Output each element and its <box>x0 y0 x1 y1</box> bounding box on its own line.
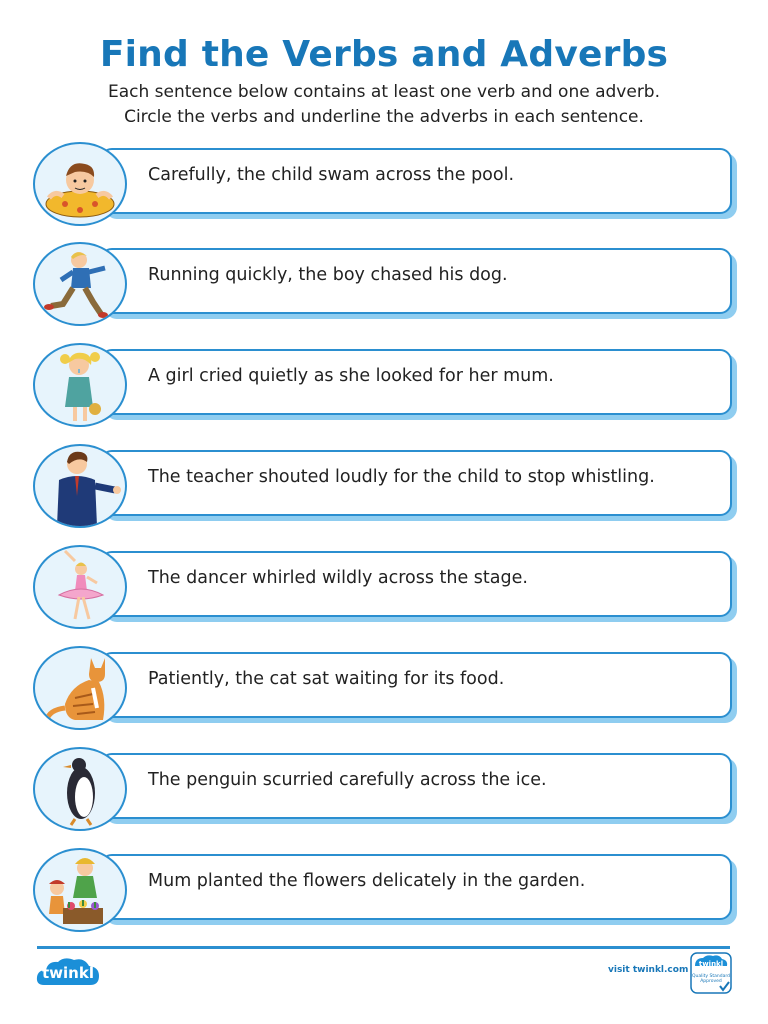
badge-name: twinkl <box>698 960 724 968</box>
sentence-row <box>0 242 768 324</box>
footer-divider <box>37 946 730 949</box>
sentence-text[interactable]: A girl cried quietly as she looked for her mum. <box>148 366 554 386</box>
sentence-text[interactable]: Running quickly, the boy chased his dog. <box>148 265 508 285</box>
running-boy-icon <box>33 242 127 326</box>
visit-link[interactable]: visit twinkl.com <box>608 965 689 975</box>
sentence-text[interactable]: Carefully, the child swam across the pool. <box>148 165 515 185</box>
sentence-text[interactable]: Patiently, the cat sat waiting for its food. <box>148 669 505 689</box>
sentence-row <box>0 444 768 526</box>
sentence-row <box>0 747 768 829</box>
dancer-icon <box>33 545 127 629</box>
swimming-child-icon <box>33 142 127 226</box>
gardening-icon <box>33 848 127 932</box>
cat-icon <box>33 646 127 730</box>
sentence-text[interactable]: Mum planted the flowers delicately in the garden. <box>148 871 586 891</box>
twinkl-logo[interactable] <box>34 955 102 991</box>
badge-subtitle: Quality Standard Approved <box>692 974 730 984</box>
sentence-row <box>0 545 768 627</box>
penguin-icon <box>33 747 127 831</box>
sentence-text[interactable]: The penguin scurried carefully across the ice. <box>148 770 547 790</box>
sentence-row <box>0 142 768 224</box>
sentence-row <box>0 343 768 425</box>
instruction-line-1: Each sentence below contains at least one verb and one adverb. <box>107 82 661 102</box>
sentence-text[interactable]: The dancer whirled wildly across the stage. <box>148 568 528 588</box>
teacher-icon <box>33 444 127 528</box>
sentence-row <box>0 646 768 728</box>
sentence-text[interactable]: The teacher shouted loudly for the child to stop whistling. <box>148 467 655 487</box>
page-title: Find the Verbs and Adverbs <box>99 34 669 75</box>
badge-icon <box>690 952 732 994</box>
crying-girl-icon <box>33 343 127 427</box>
quality-badge <box>690 952 732 994</box>
sentence-row <box>0 848 768 930</box>
logo-text: twinkl <box>42 964 94 982</box>
instruction-line-2: Circle the verbs and underline the adverbs in each sentence. <box>124 107 644 127</box>
